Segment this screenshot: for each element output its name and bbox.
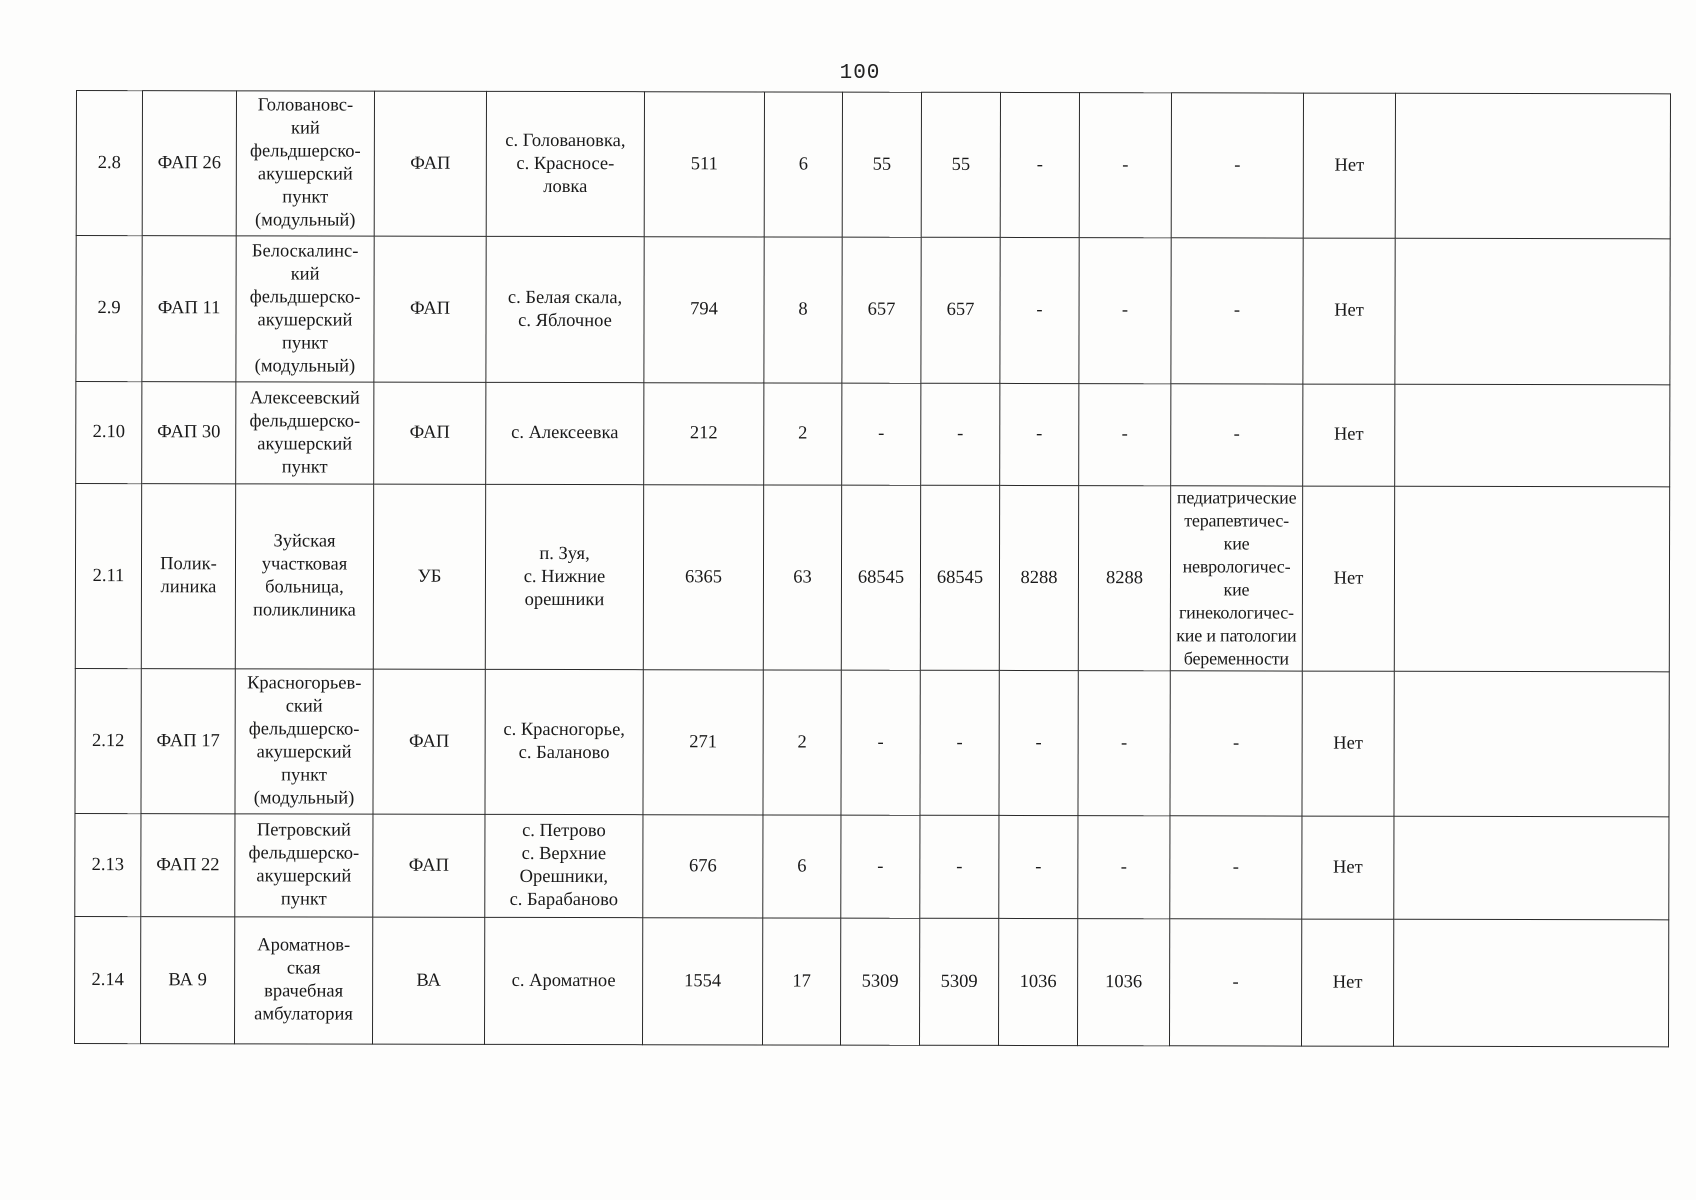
- value-col-4: -: [920, 815, 999, 918]
- value-col-5: 8288: [999, 485, 1078, 670]
- facility-name: Зуйская участковая больница, поликлиника: [235, 484, 373, 669]
- value-col-4: 657: [921, 237, 1000, 383]
- extra-cell: [1394, 671, 1669, 817]
- value-col-6: -: [1078, 671, 1170, 816]
- facility-code: ФАП 30: [142, 382, 236, 484]
- row-number: 2.8: [76, 91, 142, 236]
- facility-location: п. Зуя, с. Нижние орешники: [485, 484, 643, 669]
- value-col-5: -: [999, 670, 1078, 815]
- facility-type: ФАП: [374, 382, 486, 484]
- table-row: [75, 916, 1669, 1046]
- value-col-1: 1554: [643, 918, 763, 1045]
- row-number: 2.13: [75, 813, 141, 916]
- facility-code: ФАП 17: [141, 669, 235, 814]
- table-row: [76, 236, 1670, 385]
- row-number: 2.11: [75, 484, 141, 669]
- facility-type: ФАП: [374, 91, 486, 236]
- status-value: Нет: [1303, 384, 1395, 486]
- value-col-6: -: [1078, 816, 1170, 919]
- table-row: [75, 813, 1669, 919]
- value-col-3: 68545: [841, 485, 920, 670]
- facilities-table-wrapper: [74, 90, 1671, 1047]
- row-number: 2.9: [76, 236, 142, 382]
- status-value: Нет: [1302, 671, 1394, 816]
- value-col-4: 5309: [920, 918, 999, 1045]
- value-col-1: 271: [643, 670, 763, 815]
- value-col-5: -: [1000, 237, 1079, 383]
- facility-name: Алексеевский фельдшерско- акушерский пункт: [236, 382, 374, 484]
- facility-location: с. Красногорье, с. Баланово: [485, 669, 643, 814]
- facility-code: ВА 9: [141, 917, 235, 1044]
- status-value: Нет: [1302, 816, 1394, 919]
- extra-cell: [1394, 816, 1669, 920]
- facilities-table: [74, 90, 1671, 1047]
- value-col-5: -: [1000, 92, 1079, 237]
- value-col-3: 55: [842, 92, 921, 237]
- row-number: 2.10: [76, 382, 142, 484]
- value-col-6: -: [1079, 384, 1171, 486]
- specialization: -: [1171, 238, 1303, 384]
- facility-name: Головановс- кий фельдшерско- акушерский пункт (модульный): [236, 91, 374, 236]
- row-number: 2.12: [75, 668, 141, 813]
- row-number: 2.14: [75, 916, 141, 1043]
- value-col-6: 1036: [1078, 919, 1170, 1046]
- value-col-6: 8288: [1078, 486, 1170, 671]
- specialization: -: [1171, 384, 1303, 486]
- value-col-6: -: [1079, 238, 1171, 384]
- page-number: 100: [839, 62, 881, 85]
- value-col-3: -: [842, 383, 921, 485]
- value-col-4: -: [920, 670, 999, 815]
- status-value: Нет: [1303, 93, 1395, 238]
- value-col-3: -: [841, 670, 920, 815]
- value-col-1: 511: [644, 92, 764, 237]
- value-col-2: 8: [764, 237, 842, 383]
- extra-cell: [1395, 238, 1670, 385]
- facility-code: ФАП 22: [141, 814, 235, 917]
- value-col-4: 68545: [920, 485, 999, 670]
- extra-cell: [1394, 919, 1669, 1047]
- facility-type: УБ: [373, 484, 485, 669]
- value-col-5: -: [1000, 383, 1079, 485]
- value-col-5: 1036: [999, 918, 1078, 1045]
- value-col-2: 63: [763, 485, 841, 670]
- facility-name: Петровский фельдшерско- акушерский пункт: [235, 814, 373, 917]
- specialization: педиатрические терапевтичес- кие неврологичес- кие гинекологичес- кие и патологии беременности: [1170, 486, 1302, 671]
- facility-location: с. Голованoвка, с. Красносе- ловка: [486, 91, 644, 236]
- value-col-2: 2: [763, 670, 841, 815]
- facility-type: ФАП: [373, 814, 485, 917]
- value-col-2: 17: [763, 918, 841, 1045]
- facility-type: ВА: [373, 917, 485, 1044]
- table-row: [76, 91, 1670, 239]
- facility-code: Полик- линика: [141, 484, 235, 669]
- status-value: Нет: [1302, 919, 1394, 1046]
- facility-code: ФАП 26: [142, 91, 236, 236]
- value-col-2: 2: [764, 383, 842, 485]
- value-col-1: 794: [644, 237, 764, 383]
- table-row: [76, 382, 1670, 487]
- facility-type: ФАП: [374, 236, 486, 382]
- value-col-1: 212: [644, 383, 764, 485]
- facility-name: Белоскалинс- кий фельдшерско- акушерский пункт (модульный): [236, 236, 374, 382]
- facility-type: ФАП: [373, 669, 485, 814]
- facility-location: с. Белая скала, с. Яблочное: [486, 236, 644, 382]
- value-col-6: -: [1079, 93, 1171, 238]
- value-col-4: -: [921, 383, 1000, 485]
- specialization: -: [1170, 671, 1302, 816]
- facility-name: Ароматнов- ская врачебная амбулатория: [235, 917, 373, 1044]
- facility-location: с. Петрово с. Верхние Орешники, с. Барабаново: [485, 814, 643, 917]
- value-col-4: 55: [921, 92, 1000, 237]
- value-col-2: 6: [764, 92, 842, 237]
- facility-location: с. Алексеевка: [486, 382, 644, 484]
- specialization: -: [1171, 93, 1303, 238]
- value-col-3: -: [841, 815, 920, 918]
- value-col-3: 657: [842, 237, 921, 383]
- value-col-1: 676: [643, 815, 763, 918]
- extra-cell: [1395, 384, 1670, 487]
- facility-location: с. Ароматное: [485, 917, 643, 1044]
- status-value: Нет: [1302, 486, 1394, 671]
- value-col-3: 5309: [841, 918, 920, 1045]
- facility-code: ФАП 11: [142, 236, 236, 382]
- specialization: -: [1170, 816, 1302, 919]
- value-col-5: -: [999, 815, 1078, 918]
- table-row: [75, 484, 1669, 672]
- status-value: Нет: [1303, 238, 1395, 384]
- value-col-2: 6: [763, 815, 841, 918]
- extra-cell: [1395, 93, 1670, 239]
- extra-cell: [1394, 486, 1669, 672]
- facility-name: Красногорьев- ский фельдшерско- акушерский пункт (модульный): [235, 669, 373, 814]
- table-row: [75, 668, 1669, 816]
- specialization: -: [1170, 919, 1302, 1046]
- value-col-1: 6365: [643, 485, 763, 670]
